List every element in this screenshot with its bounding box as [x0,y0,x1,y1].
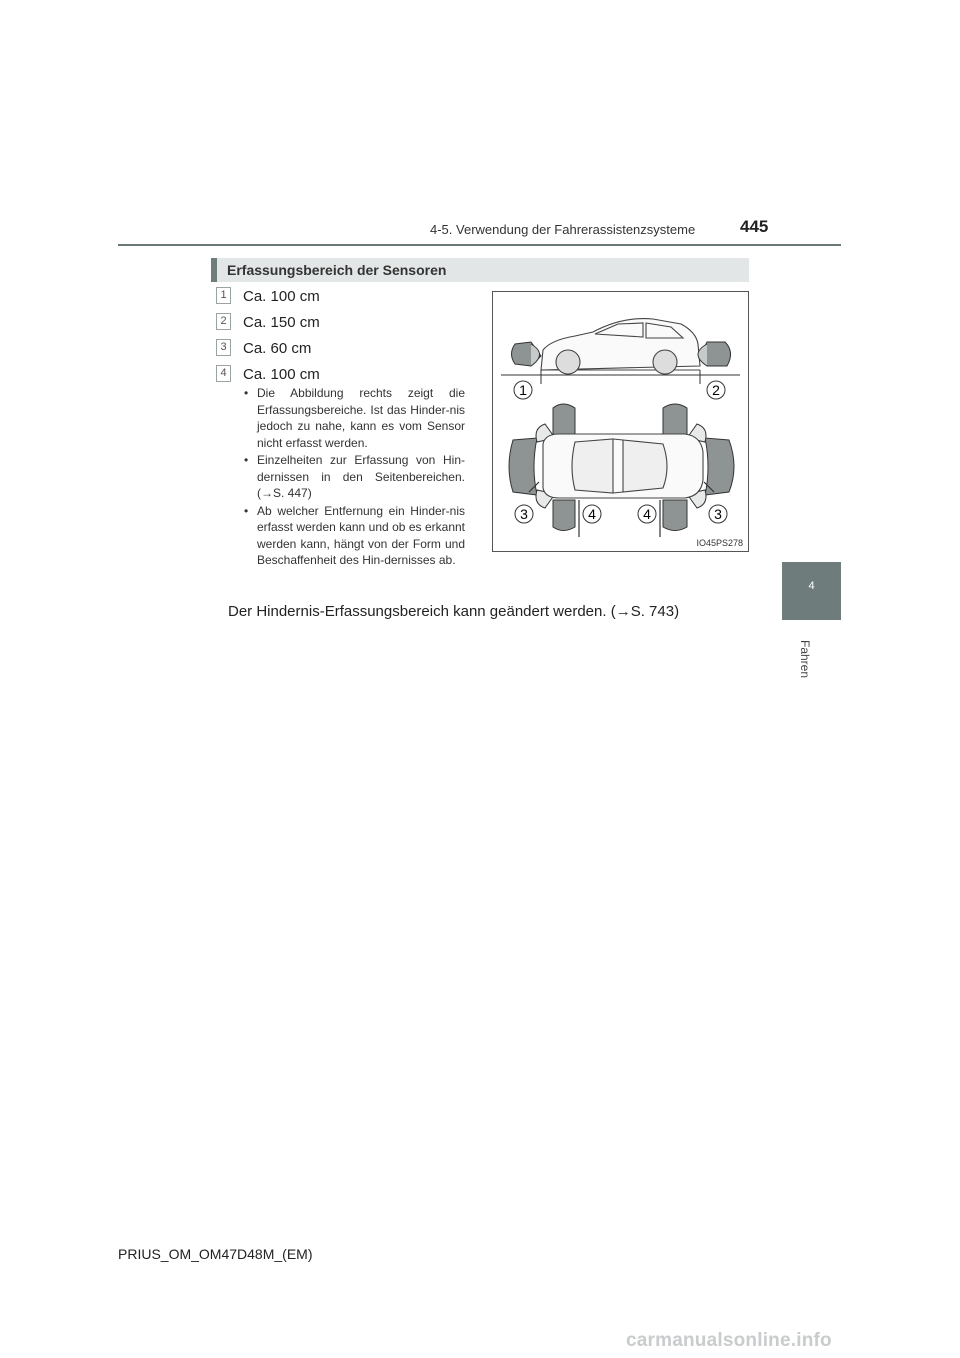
chapter-label: Fahren [798,640,812,679]
bullet-item: • Einzelheiten zur Erfassung von Hin-dernissen in den Seitenbereichen. (→S. 447) [243,452,465,502]
watermark[interactable]: carmanualsonline.info [626,1330,832,1351]
bullet-item: • Ab welcher Entfernung ein Hinder-nis erfasst werden kann und ob es erkannt werden kann, hängt von der Form und Beschaffenheit des Hin-dernisses ab. [243,503,465,569]
figure-label-3-right: 3 [714,506,722,522]
front-right-zone [663,500,687,531]
section-heading [211,258,749,282]
item-number-4: 4 [216,365,231,382]
rear-right-zone [553,500,575,531]
chapter-number: 4 [808,580,815,592]
rear-zone-side-inner [531,344,540,366]
rear-wheel [556,350,580,374]
bullet-list [243,385,465,570]
header-section-title: 4-5. Verwendung der Fahrerassistenzsysteme [430,222,696,237]
page-number: 445 [740,217,769,236]
item-text-3: Ca. 60 cm [243,340,312,357]
sensor-range-illustration [493,292,748,551]
item-text-4: Ca. 100 cm [243,366,320,383]
header-rule [118,244,841,246]
item-number-1: 1 [216,287,231,304]
document-id: PRIUS_OM_OM47D48M_(EM) [118,1246,313,1262]
figure-label-2: 2 [712,382,720,398]
figure-code: IO45PS278 [696,538,743,548]
item-text-2: Ca. 150 cm [243,314,320,331]
item-number-2: 2 [216,313,231,330]
front-wheel [653,350,677,374]
chapter-tab[interactable] [782,562,841,620]
figure-label-1: 1 [519,382,527,398]
side-view-car [541,319,700,374]
figure-label-4-right: 4 [643,506,651,522]
rear-left-zone [553,404,575,435]
bullet-item: • Die Abbildung rechts zeigt die Erfassungsbereiche. Ist das Hinder-nis jedoch zu nahe, kann es vom Sensor nicht erfasst werden. [243,385,465,451]
front-zone-top [705,438,734,495]
item-number-3: 3 [216,339,231,356]
section-heading-text: Erfassungsbereich der Sensoren [227,262,447,278]
sensor-range-figure [492,291,749,552]
top-view-car [543,434,703,498]
footer-note: Der Hindernis-Erfassungsbereich kann geändert werden. (→S. 743) [228,603,680,620]
figure-label-4-left: 4 [588,506,596,522]
front-left-zone [663,404,687,435]
rear-zone-top [509,438,537,495]
figure-label-3-left: 3 [520,506,528,522]
item-text-1: Ca. 100 cm [243,288,320,305]
